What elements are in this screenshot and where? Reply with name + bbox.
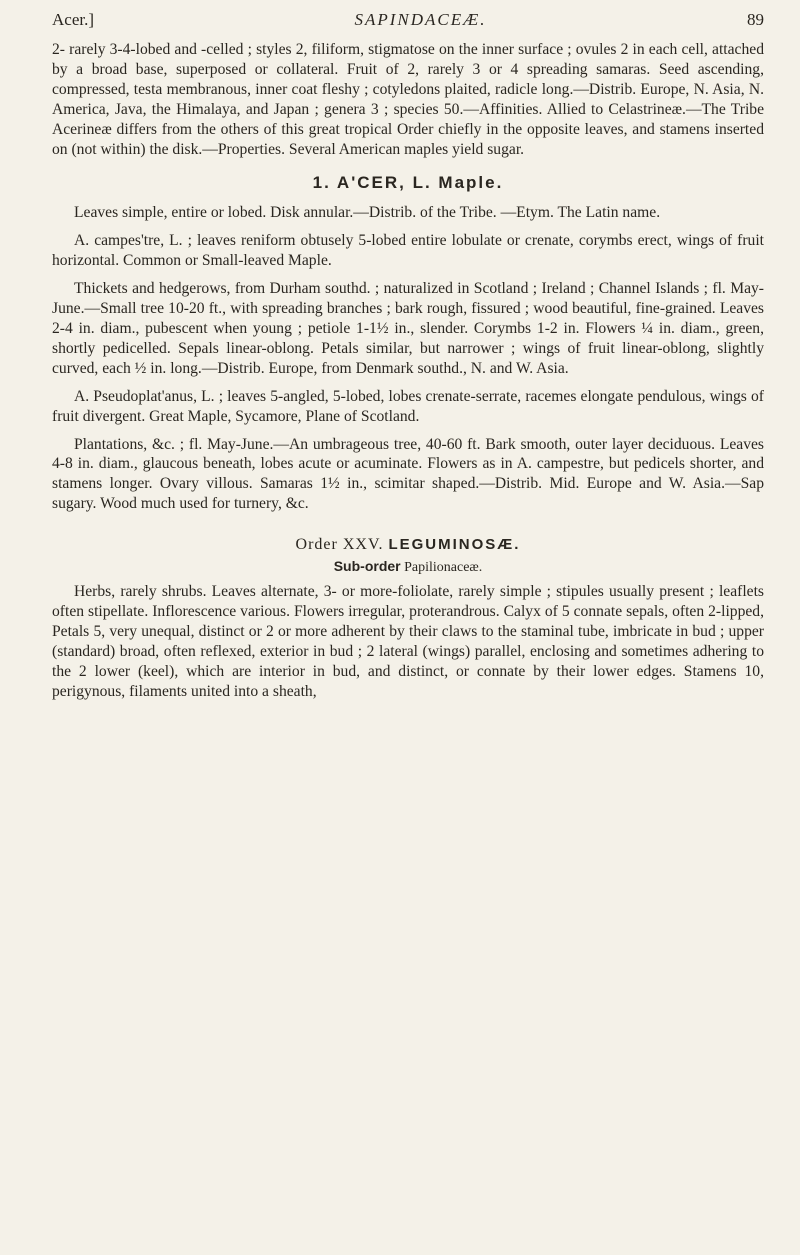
- running-head: [52, 10, 764, 40]
- order-heading: [52, 536, 764, 554]
- suborder-name: Papilionaceæ.: [404, 560, 483, 576]
- order-description: Herbs, rarely shrubs. Leaves alternate, 3- or more-foliolate, rarely simple ; stipules usually present ; leaflets often stipellate. Inflorescence various. Flowers irregular, proterandrous. Calyx of 5 connate sepals, often 2-lipped, Petals 5, very unequal, distinct or 2 or more adherent by their claws to the staminal tube, imbricate in bud ; upper (standard) broad, often reflexed, exterior in bud ; 2 lateral (wings) parallel, enclosing and sometimes adhering to the 2 lower (keel), which are interior in bud, and distinct, or connate by their lower edges. Stamens 10, perigynous, filaments united into a sheath,: [52, 583, 764, 700]
- species-b-description: Plantations, &c. ; fl. May-June.—An umbrageous tree, 40-60 ft. Bark smooth, outer layer deciduous. Leaves 4-8 in. diam., glaucous beneath, lobes acute or acuminate. Flowers as in A. campestre, but pedicels shorter, and stamens longer. Ovary villous. Samaras 1½ in., scimitar shaped.—Distrib. Mid. Europe and W. Asia.—Sap sugary. Wood much used for turnery, &c.: [52, 435, 764, 513]
- species-b-heading: A. Pseudoplat'anus, L. ; leaves 5-angled, 5-lobed, lobes crenate-serrate, racemes elongate pendulous, wings of fruit divergent. Great Maple, Sycamore, Plane of Scotland.: [52, 387, 764, 425]
- genus-description: Leaves simple, entire or lobed. Disk annular.—Distrib. of the Tribe. —Etym. The Latin name.: [74, 204, 661, 222]
- order-label: Order XXV.: [295, 536, 384, 554]
- page-number: 89: [746, 10, 764, 29]
- species-a-heading: A. campes'tre, L. ; leaves reniform obtusely 5-lobed entire lobulate or crenate, corymbs erect, wings of fruit horizontal. Common or Small-leaved Maple.: [52, 232, 764, 270]
- running-head-left: Acer.]: [52, 10, 95, 29]
- family-description-continued: 2- rarely 3-4-lobed and -celled ; styles 2, filiform, stigmatose on the inner surface ; ovules 2 in each cell, attached by a broad base, superposed or collateral. Fruit of 2, rarely 3 or 4 spreading samaras. Seed ascending, compressed, testa membranous, inner coat fleshy ; cotyledons plaited, radicle long.—Distrib. Europe, N. Asia, N. America, Java, the Himalaya, and Japan ; genera 3 ; species 50.—Affinities. Allied to Celastrineæ.—The Tribe Acerineæ differs from the others of this great tropical Order chiefly in the opposite leaves, and stamens inserted on (not within) the disk.—Properties. Several American maples yield sugar.: [52, 41, 764, 158]
- genus-heading: 1. A'CER, L. Maple.: [312, 173, 504, 193]
- order-name: LEGUMINOSÆ.: [388, 536, 521, 554]
- suborder-label: Sub-order: [333, 558, 401, 575]
- running-head-title: SAPINDACEÆ.: [354, 10, 487, 29]
- species-a-description: Thickets and hedgerows, from Durham southd. ; naturalized in Scotland ; Ireland ; Channel Islands ; fl. May-June.—Small tree 10-20 ft., with spreading branches ; bark rough, fissured ; wood beautiful, fine-grained. Leaves 2-4 in. diam., pubescent when young ; petiole 1-1½ in., slender. Corymbs 1-2 in. Flowers ¼ in. diam., green, shortly pedicelled. Sepals linear-oblong. Petals similar, but narrower ; wings of fruit linear-oblong, slightly curved, each ½ in. long.—Distrib. Europe, from Denmark southd., N. and W. Asia.: [52, 280, 764, 377]
- suborder-heading: [52, 558, 764, 576]
